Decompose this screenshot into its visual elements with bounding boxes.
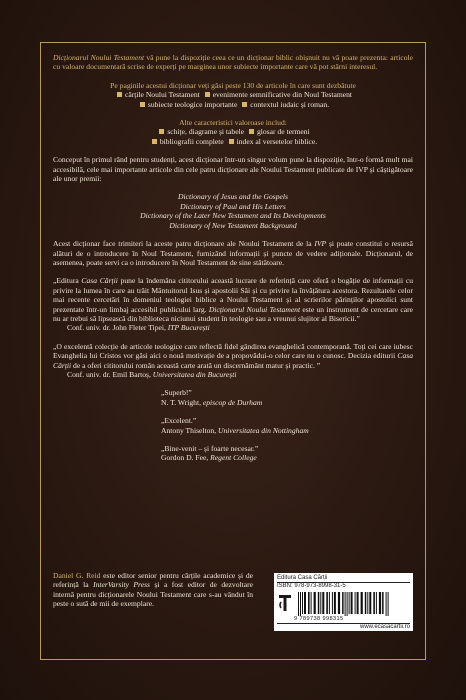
quote-affiliation: Universitatea din București — [152, 369, 237, 379]
short-endorsement-fee — [53, 444, 413, 463]
endorsement-tipei — [53, 276, 413, 332]
author-bio-text: este editor senior pentru cărțile academice și de referință la — [53, 571, 254, 590]
bullet-square-icon — [205, 92, 210, 97]
short-quote-author: Gordon D. Fee, — [161, 453, 211, 463]
topic-item: contextul iudaic și roman. — [250, 99, 330, 109]
quote-text — [53, 276, 413, 323]
publisher-logo-icon — [278, 593, 292, 613]
short-quote-affiliation: episcop de Durham — [202, 397, 263, 407]
barcode-isbn: ISBN: 978-973-8998-31-5 — [277, 583, 346, 589]
references-text: Acest dicționar face trimiteri la aceste patru dicționare ale Noului Testament de la — [53, 239, 315, 249]
topic-item: subiecte teologice importante — [147, 99, 238, 109]
barcode-digits: 9 789738 998315 — [294, 616, 344, 622]
author-bio — [53, 571, 253, 609]
feature-item: bibliografii complete — [159, 136, 224, 146]
short-quote-author: Antony Thiselton, — [161, 425, 219, 435]
endorsement-bartos — [53, 342, 413, 380]
references-paragraph — [53, 239, 413, 267]
references-ivp: IVP — [314, 239, 327, 249]
bullet-square-icon — [117, 92, 122, 97]
description-paragraph: Conceput în primul rând pentru studenți, acest dicționar într-un singur volum pune la dispoziție, într-o formă mult mai accesibilă, cele mai importante articole din cele patru dicționare ale Noului Testament publicate de IVP și câștigătoare ale unor premii: — [53, 155, 413, 184]
bullet-square-icon — [140, 102, 145, 107]
short-quote-text: „Excelent.” — [161, 416, 197, 426]
quote-attribution — [53, 323, 413, 332]
bullet-square-icon — [242, 102, 247, 107]
content-frame — [40, 42, 426, 660]
features-block — [53, 118, 413, 146]
quote-affiliation: ITP București — [167, 323, 210, 333]
author-name: Daniel G. Reid — [53, 571, 101, 580]
publisher-url: www.ecasacartii.ro — [277, 623, 410, 631]
feature-item: glosar de termeni — [256, 127, 310, 137]
quote-fragment: „Editura — [53, 276, 82, 286]
features-heading: Alte caracteristici valoroase includ: — [179, 118, 287, 128]
short-endorsement-thiselton — [53, 416, 413, 435]
quote-author: Conf. univ. dr. Emil Bartoș, — [67, 369, 153, 379]
quote-author: Conf. univ. dr. John Fleter Tipei, — [67, 323, 168, 333]
quote-book-title: Dicționarul Noului Testament — [208, 304, 301, 314]
quote-fragment: pune la îndemâna cititorului această lucrare de referință care oferă o bogăție de informații cu privire la lumea în care au trăit Mântuitorul Isus și apostolii Săi și cu privire la învățătura acestora. Rezultatele celor mai recente cercetări în domeniul teologiei biblice a Noului Testament și al scrierilor părinților apostolici sunt prezentate într-un limbaj accesibil publicului larg. — [53, 276, 413, 314]
feature-item: index al versetelor biblice. — [236, 136, 318, 146]
topics-heading: Pe paginile acestui dicționar veți găsi peste 130 de articole în care sunt dezbătute — [110, 80, 356, 90]
intro-book-title: Dicționarul Noului Testament — [53, 53, 145, 62]
features-line-2 — [53, 137, 413, 146]
source-title: Dictionary of the Later New Testament and Its Developments — [140, 211, 326, 221]
quote-fragment: de a oferi cititorului român această carte arată un discernământ matur și practic. ” — [71, 360, 321, 370]
bullet-square-icon — [249, 129, 254, 134]
quote-publisher: Casa Cărții — [81, 276, 118, 286]
topic-item: evenimente semnificative din Noul Testament — [212, 90, 353, 100]
topics-block — [53, 81, 413, 109]
topics-line-1 — [53, 90, 413, 99]
source-dictionaries-list — [53, 192, 413, 230]
features-line-1 — [53, 127, 413, 136]
quote-attribution — [53, 370, 413, 379]
quote-text — [53, 342, 413, 370]
quote-publisher: Casa Cărții — [53, 351, 413, 370]
short-quote-attribution — [161, 398, 413, 407]
short-quote-affiliation: Regent College — [210, 453, 257, 463]
bullet-square-icon — [152, 139, 157, 144]
short-quote-attribution — [161, 426, 413, 435]
short-quote-text: „Bine-venit – și foarte necesar.” — [161, 444, 259, 453]
bullet-square-icon — [159, 129, 164, 134]
short-quote-affiliation: Universitatea din Nottingham — [218, 425, 309, 435]
source-title: Dictionary of Jesus and the Gospels — [178, 192, 288, 202]
references-text-2: și poate constitui o resursă alături de o introducere în Noul Testament, furnizând informații și puncte de vedere adiționale. Dicționarul, de asemenea, poate servi ca o introducere în Noul Testament de sine stătătoare. — [53, 239, 413, 267]
quote-fragment: „O excelentă colecție de articole teologice care reflectă fidel gândirea evanghelică contemporană. Toți cei care iubesc Evanghelia lui Cristos vor găsi aici o nouă motivație de a propovădui-o celor care nu o cunosc. Decizia editurii — [53, 341, 413, 361]
short-quote-attribution — [161, 453, 413, 462]
topic-item: cărțile Noului Testament — [124, 90, 200, 100]
intro-paragraph — [53, 53, 413, 72]
bullet-square-icon — [229, 139, 234, 144]
short-quote-text: „Superb!” — [161, 388, 192, 398]
barcode-publisher: Editura Casa Cărții — [277, 575, 410, 583]
author-bio-text-2: și a fost editor de dezvoltare internă pentru dicționarele Noului Testament care s-au vândut în peste o sută de mii de exemplare. — [53, 580, 253, 609]
topics-line-2 — [53, 100, 413, 109]
source-title: Dictionary of New Testament Background — [169, 220, 297, 230]
barcode-bars-icon — [296, 592, 408, 616]
short-endorsement-wright — [53, 388, 413, 407]
short-quote-author: N. T. Wright, — [161, 397, 203, 407]
author-press: InterVarsity Press — [93, 580, 150, 590]
intro-text: vă pune la dispoziție ceea ce un dicționar biblic obișnuit nu vă poate prezenta: articole cu valoare documentară scrise de experți pe marginea unor subiecte importante care vă pot stârni interesul. — [53, 53, 413, 72]
quote-fragment: este un instrument de cercetare care nu ar trebui să lipsească din biblioteca niciunui student în teologie sau a vreunui slujitor al Bisericii.” — [53, 304, 413, 323]
barcode-label — [274, 573, 413, 631]
source-title: Dictionary of Paul and His Letters — [180, 201, 286, 211]
feature-item: schițe, diagrame și tabele — [167, 127, 245, 137]
